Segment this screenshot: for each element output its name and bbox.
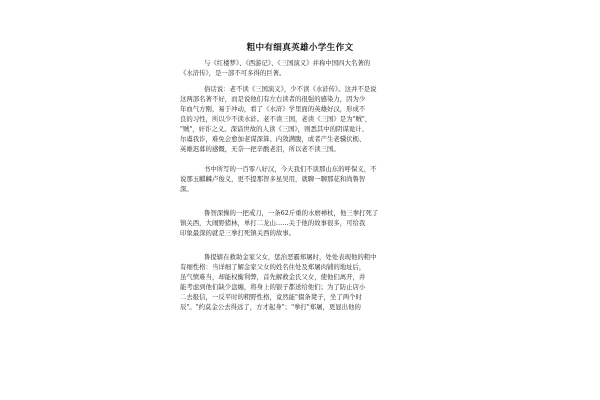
paragraph-3-line: 说那玉麒麟卢俊义，更不提那智多星吴用，就聊一聊那花和尚鲁智 [180, 175, 366, 183]
paragraph-2-line: 年血气方刚，易于冲动，看了《水浒》学里面的英雄好汉，形成不 [180, 105, 366, 113]
paragraph-2-line: 英雄迟暮的感慨，无奈一把辛酸老泪，所以老不读三国。 [180, 145, 340, 153]
paragraph-5-line: 二去报信，一反平时的粗野性格，竟然能"掇条凳子，坐了两个时 [180, 293, 362, 301]
paragraph-5-line: 有细性格：当详细了解金家父女的姓名住处及郑屠肉铺的地址后， [180, 263, 366, 271]
document-page [180, 0, 420, 400]
page-title: 粗中有细真英雄小学生作文 [246, 43, 354, 53]
paragraph-1-line: 《水浒传》，是一部不可多得的巨著。 [180, 69, 286, 77]
paragraph-4-line: 鲁智深操的一把戒刀，一条62斤重的水磨禅杖，他三拳打死了 [204, 209, 379, 217]
paragraph-3-line: 书中所写的一百零八好汉，今天我们不谈那山东的呼保义，不 [204, 165, 377, 173]
paragraph-4-line: 印象最深的就是三拳打死镇关西的故事。 [180, 229, 296, 237]
paragraph-2-line: 尔虞我诈，难免会愈加老谋深算、内敛满腹，或者产生老骥伏枥、 [180, 135, 366, 143]
paragraph-2-line: 俗话说：老不读《三国演义》，少不读《水浒传》。这并不是说 [204, 85, 377, 93]
paragraph-3-line: 深。 [180, 185, 193, 193]
paragraph-5-line: 鲁提辖在救助金家父女，惩治恶霸郑屠时，处处表现他的粗中 [204, 253, 377, 261]
paragraph-5-line: 辰"。"约莫金公去得远了，方才起身"；"拳打"郑屠，更显出他的 [180, 303, 361, 311]
paragraph-2-line: "贼"，奸诈之义。深谙世故的人读《三国》，则悉其中的阴谋诡计、 [180, 125, 369, 133]
paragraph-1-line: 与《红楼梦》、《西游记》、《三国演义》并称中国四大名著的 [204, 59, 371, 67]
paragraph-5-line: 虽气愤难当，却能权衡利弊，首先解救金氏父女，使他们离开，并 [180, 273, 366, 281]
paragraph-2-line: 良的习性，所以少不读水浒。老不读三国，老读《三国》是为"贼"， [180, 115, 372, 123]
paragraph-5-line: 能考虑到他们缺少盘缠，将身上的银子都送给他们；为了防止店小 [180, 283, 366, 291]
paragraph-4-line: 镇关西，大闹野猪林，单打二龙山……关于他的故事很多，可给我 [180, 219, 366, 227]
paragraph-2-line: 这两部名著不好，而是说他们有左右读者的很强的感染力，因为少 [180, 95, 366, 103]
